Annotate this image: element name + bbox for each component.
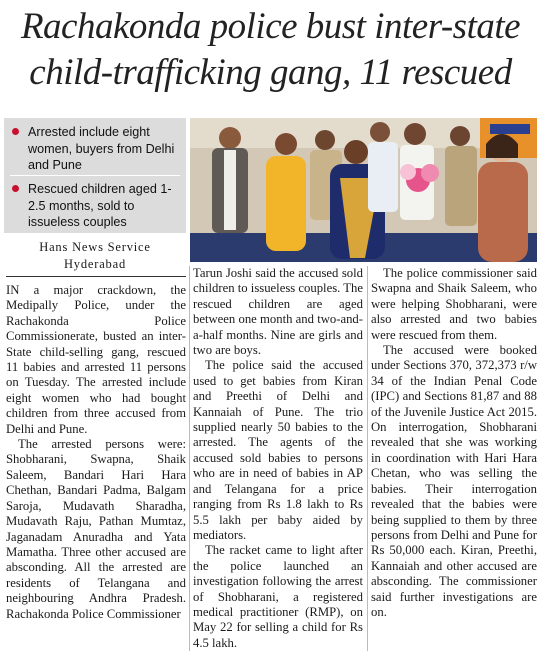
highlight-item <box>12 124 182 174</box>
highlight-text: Arrested include eight women, buyers from Delhi and Pune <box>28 125 175 172</box>
article-column-1 <box>6 283 186 622</box>
paragraph: The arrested persons were: Shobharani, Swapna, Shaik Saleem, Bandari Hari Hara Chethan, Bandari Padma, Balgam Saroja, Mudavath Sharadha, Mudavath Raju, Pathan Mumtaz, Jaganadam Anuradha and Yata Mamatha. Three other accused are absconding. All the arrested are residents of Telangana and neighbouring Andhra Pradesh. Rachakonda Police Commissioner <box>6 437 186 621</box>
byline-service: Hans News Service <box>39 240 151 254</box>
paragraph: IN a major crackdown, the Medipally Police, under the Rachakonda Police Commissionerate, busted an inter-State child-selling gang, rescued 11 babies and arrested 11 persons on Tuesday. The arrested include eight women who had bought children from three accused from Delhi and Pune. <box>6 283 186 436</box>
paragraph: The police said the accused used to get babies from Kiran and Preethi of Delhi and Kannaiah of Pune. The trio supplied nearly 50 babies to the arrested. The agents of the accused sold babies to persons who are in need of babies in AP and Telangana for a price ranging from Rs 1.8 lakh to Rs 5.5 lakh per baby aided by mediators. <box>193 358 363 542</box>
article-column-2 <box>193 266 363 651</box>
paragraph: Tarun Joshi said the accused sold children to issueless couples. The rescued children are aged between one month and two-and-a-half months. Nine are girls and two are boys. <box>193 266 363 358</box>
headline-line-1: Rachakonda police bust inter-state <box>20 6 521 47</box>
byline-city: Hyderabad <box>63 257 127 271</box>
headline-line-2: child-trafficking gang, 11 rescued <box>29 52 512 93</box>
paragraph: The accused were booked under Sections 370, 372,373 r/w 34 of the Indian Penal Code (IPC) and Sections 81,87 and 88 of the Juvenile Justice Act 2015. On interrogation, Shobharani revealed that she was working in coordination with Hari Hara Chetan, who was selling the babies. Their interrogation revealed that the babies were being supplied to them by three persons from Delhi and Pune for Rs 50,000 each. Kiran, Preethi, Kannaiah and other accused are absconding. The commissioner said further investigations are on. <box>371 343 537 619</box>
byline-divider <box>6 276 186 277</box>
article-column-3 <box>371 266 537 620</box>
news-photo <box>190 118 537 262</box>
news-photo-illustration <box>190 118 537 262</box>
highlights-box <box>4 118 186 233</box>
highlight-text: Rescued children aged 1-2.5 months, sold to issueless couples <box>28 182 172 229</box>
column-divider <box>189 266 190 651</box>
paragraph: The police commissioner said Swapna and Shaik Saleem, who were helping Shobharani, were also arrested and two babies were rescued from them. <box>371 266 537 342</box>
column-divider <box>367 266 368 651</box>
bullet-icon <box>12 185 19 192</box>
paragraph: The racket came to light after the police launched an investigation following the arrest of Shobharani, a registered medical practitioner (RMP), on May 22 for selling a child for Rs 4.5 lakh. <box>193 543 363 650</box>
highlight-item <box>12 181 182 231</box>
bullet-icon <box>12 128 19 135</box>
headline <box>0 4 541 96</box>
highlight-divider <box>10 175 180 176</box>
